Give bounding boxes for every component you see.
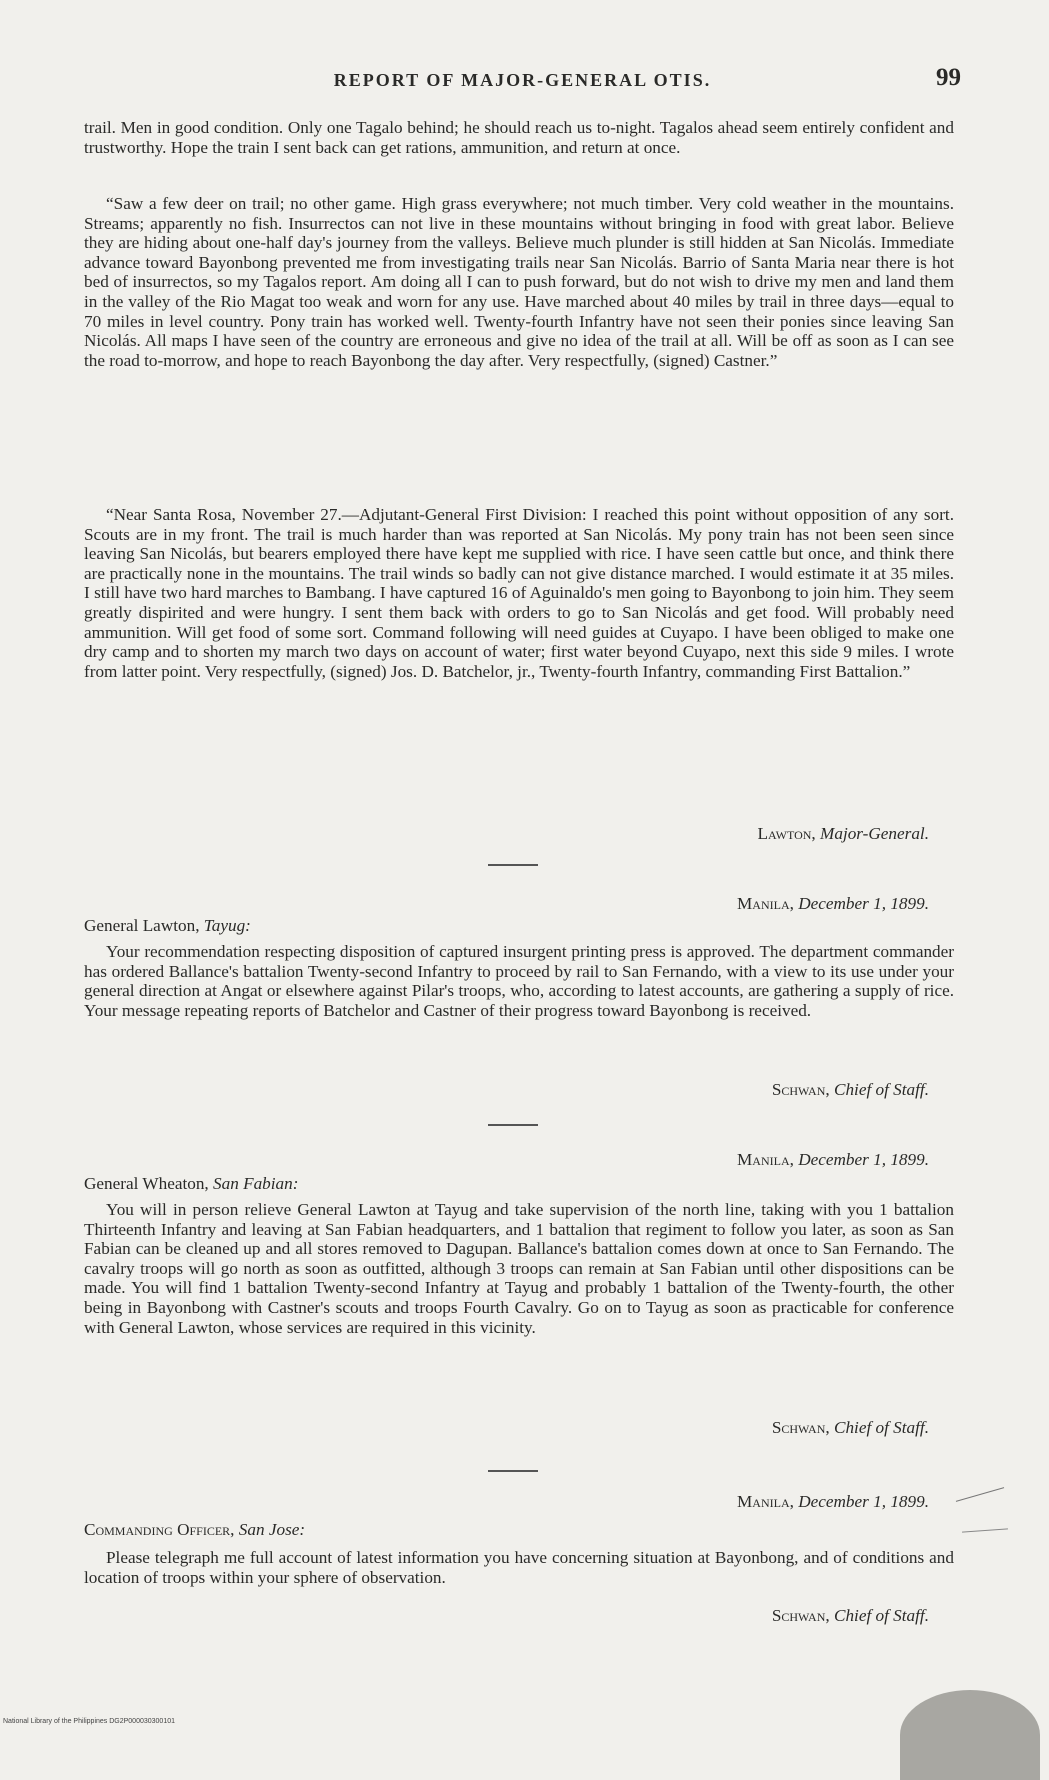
dateline-3 — [737, 1492, 929, 1512]
scan-footer: National Library of the Philippines DG2P000030300101 — [3, 1718, 176, 1725]
message-body-1: Your recommendation respecting disposition of captured insurgent printing press is approved. The department commander has ordered Ballance's battalion Twenty-second Infantry to proceed by rail to San Fernando, with a view to its use under your general direction at Angat or elsewhere against Pilar's troops, who, according to latest accounts, are gathering a supply of rice. Your message repeating reports of Batchelor and Castner of their progress toward Bayonbong is received. — [84, 942, 954, 1020]
dateline-place: Manila, — [737, 1492, 794, 1511]
addressee-place: San Fabian: — [213, 1174, 299, 1193]
signature-title: Major-General. — [820, 824, 929, 843]
addressee-name: General Lawton, — [84, 916, 200, 935]
running-title: REPORT OF MAJOR-GENERAL OTIS. — [333, 70, 712, 90]
signature-title: Chief of Staff. — [833, 1418, 929, 1437]
signature-1 — [772, 1080, 929, 1100]
signature-name: Schwan, — [771, 1080, 830, 1099]
addressee-place: San Jose: — [238, 1520, 306, 1539]
addressee-3 — [84, 1520, 305, 1540]
dateline-place: Manila, — [737, 894, 794, 913]
message-body-2: You will in person relieve General Lawton at Tayug and take supervision of the north line, taking with you 1 battalion Thirteenth Infantry and leaving at San Fabian headquarters, and 1 battalion that regiment to follow you later, as soon as San Fabian can be cleaned up and all stores removed to Dagupan. Ballance's battalion comes down at once to San Fernando. The cavalry troops will go north as soon as outfitted, although 3 troops can remain at San Fabian until other dispositions can be made. You will find 1 battalion Twenty-second Infantry at Tayug and probably 1 battalion of the Twenty-fourth, the other being in Bayonbong with Castner's scouts and troops Fourth Cavalry. Go on to Tayug as soon as practicable for conference with General Lawton, whose services are required in this vicinity. — [84, 1200, 954, 1337]
section-divider — [488, 1470, 538, 1472]
section-divider — [488, 1124, 538, 1126]
signature-title: Chief of Staff. — [833, 1606, 929, 1625]
signature-name: Schwan, — [771, 1418, 830, 1437]
signature-name: Lawton, — [757, 824, 816, 843]
dateline-2 — [737, 1150, 929, 1170]
addressee-2 — [84, 1174, 298, 1194]
signature-lawton — [757, 824, 929, 844]
page-header — [84, 64, 961, 100]
page-number: 99 — [936, 64, 961, 91]
addressee-name: General Wheaton, — [84, 1174, 209, 1193]
addressee-name: Commanding Officer, — [84, 1520, 235, 1539]
dateline-place: Manila, — [737, 1150, 794, 1169]
dateline-date: December 1, 1899. — [798, 894, 929, 913]
addressee-1 — [84, 916, 251, 936]
paragraph-trail: trail. Men in good condition. Only one Tagalo behind; he should reach us to-night. Tagalos ahead seem entirely confident and trustworthy. Hope the train I sent back can get rations, ammunition, and return at once. — [84, 118, 954, 157]
dateline-date: December 1, 1899. — [798, 1492, 929, 1511]
dateline-1 — [737, 894, 929, 914]
section-divider — [488, 864, 538, 866]
paragraph-batchelor-report: “Near Santa Rosa, November 27.—Adjutant-General First Division: I reached this point without opposition of any sort. Scouts are in my front. The trail is much harder than was reported at San Nicolás. My pony train has not been seen since leaving San Nicolás, but bearers employed there have kept me supplied with rice. I have seen cattle but once, and think there are practically none in the mountains. The trail winds so badly can not give distance marched. I would estimate it at 35 miles. I still have two hard marches to Bambang. I have captured 16 of Aguinaldo's men going to Bayonbong to join him. They seem greatly dispirited and were hungry. I sent them back with orders to go to San Nicolás and get food. Will probably need ammunition. Will get food of some sort. Command following will need guides at Cuyapo. I have been obliged to make one dry camp and to shorten my march two days on account of water; first water beyond Cuyapo, next this side 9 miles. I wrote from latter point. Very respectfully, (signed) Jos. D. Batchelor, jr., Twenty-fourth Infantry, commanding First Battalion.” — [84, 505, 954, 681]
signature-title: Chief of Staff. — [833, 1080, 929, 1099]
signature-3 — [772, 1606, 929, 1626]
dateline-date: December 1, 1899. — [798, 1150, 929, 1169]
signature-name: Schwan, — [771, 1606, 830, 1625]
paragraph-castner-report: “Saw a few deer on trail; no other game. High grass everywhere; not much timber. Very cold weather in the mountains. Streams; apparently no fish. Insurrectos can not live in these mountains without bringing in food with great labor. Believe they are hiding about one-half day's journey from the valleys. Believe much plunder is still hidden at San Nicolás. Immediate advance toward Bayonbong prevented me from investigating trails near San Nicolás. Barrio of Santa Maria near there is hot bed of insurrectos, so my Tagalos report. Am doing all I can to push forward, but do not wish to drive my men and land them in the valley of the Rio Magat too weak and worn for any use. Have marched about 40 miles by trail in three days—equal to 70 miles in level country. Pony train has worked well. Twenty-fourth Infantry have not seen their ponies since leaving San Nicolás. All maps I have seen of the country are erroneous and give no idea of the trail at all. Will be off as soon as I can see the road to-morrow, and hope to reach Bayonbong the day after. Very respectfully, (signed) Castner.” — [84, 194, 954, 370]
scan-thumb-shadow — [900, 1690, 1040, 1780]
pencil-mark — [956, 1487, 1004, 1502]
addressee-place: Tayug: — [203, 916, 251, 935]
pencil-mark — [962, 1528, 1008, 1532]
message-body-3: Please telegraph me full account of latest information you have concerning situation at Bayonbong, and of conditions and location of troops within your sphere of observation. — [84, 1548, 954, 1587]
signature-2 — [772, 1418, 929, 1438]
